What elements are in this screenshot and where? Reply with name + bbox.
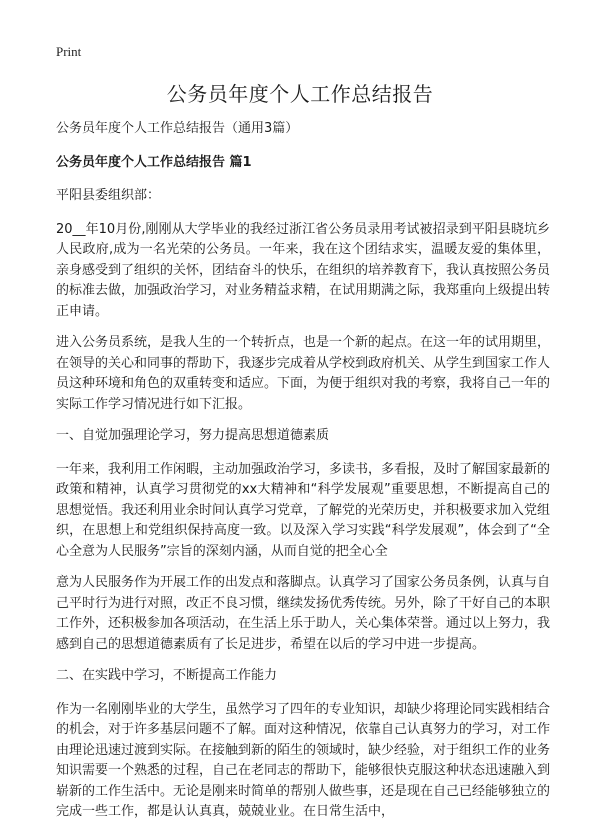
- heading-practice: 二、在实践中学习，不断提高工作能力: [56, 668, 278, 683]
- paragraph-transition: 进入公务员系统，是我人生的一个转折点，也是一个新的起点。在这一年的试用期里，在领导的关心和同事的帮助下，我逐步完成着从学校到政府机关、从学生到国家工作人员这种环境和角色的双重转变和适应。下面，为便于组织对我的考察，我将自己一年的实际工作学习情况进行如下汇报。: [56, 335, 551, 412]
- document-subtitle: 公务员年度个人工作总结报告（通用3篇）: [56, 121, 299, 136]
- print-link[interactable]: Print: [56, 44, 82, 59]
- paragraph-intro: 20__年10月份,刚刚从大学毕业的我经过浙江省公务员录用考试被招录到平阳县晓坑乡人民政府,成为一名光荣的公务员。一年来，我在这个团结求实，温暖友爱的集体里，亲身感受到了组织的关怀，团结奋斗的快乐，在组织的培养教育下，我认真按照公务员的标准去做，加强政治学习，对业务精益求精，在试用期满之际，我郑重向上级提出转正申请。: [56, 221, 551, 319]
- salutation: 平阳县委组织部：: [56, 188, 161, 203]
- paragraph-service: 意为人民服务作为开展工作的出发点和落脚点。认真学习了国家公务员条例，认真与自己平时行为进行对照，改正不良习惯，继续发扬优秀传统。另外，除了干好自己的本职工作外，还积极参加各项活动，在生活上乐于助人，关心集体荣誉。通过以上努力，我感到自己的思想道德素质有了长足进步，希望在以后的学习中进一步提高。: [56, 575, 551, 652]
- page-title: 公务员年度个人工作总结报告: [166, 82, 434, 106]
- heading-theory-study: 一、自觉加强理论学习，努力提高思想道德素质: [56, 428, 330, 443]
- document-body: [56, 119, 550, 834]
- paragraph-practice: 作为一名刚刚毕业的大学生，虽然学习了四年的专业知识，却缺少将理论同实践相结合的机会，对于许多基层问题不了解。面对这种情况，依靠自己认真努力的学习，对工作由理论迅速过渡到实际。在接触到新的陌生的领域时，缺少经验，对于组织工作的业务知识需要一个熟悉的过程，自己在老同志的帮助下，能够很快克服这种状态迅速融入到崭新的工作生活中。无论是刚来时简单的帮别人做些事，还是现在自己已经能够独立的完成一些工作，都是认认真真，兢兢业业。在日常生活中，: [56, 701, 551, 819]
- paragraph-theory-study: 一年来，我利用工作闲暇，主动加强政治学习，多读书，多看报，及时了解国家最新的政策和精神，认真学习贯彻党的xx大精神和“科学发展观”重要思想，不断提高自己的思想觉悟。我还利用业余时间认真学习党章，了解党的光荣历史，并积极要求加入党组织，在思想上和党组织保持高度一致。以及深入学习实践“科学发展观”，体会到了“全心全意为人民服务”宗旨的深刻内涵，从而自觉的把全心全: [56, 461, 551, 559]
- section-title: 公务员年度个人工作总结报告 篇1: [56, 154, 252, 170]
